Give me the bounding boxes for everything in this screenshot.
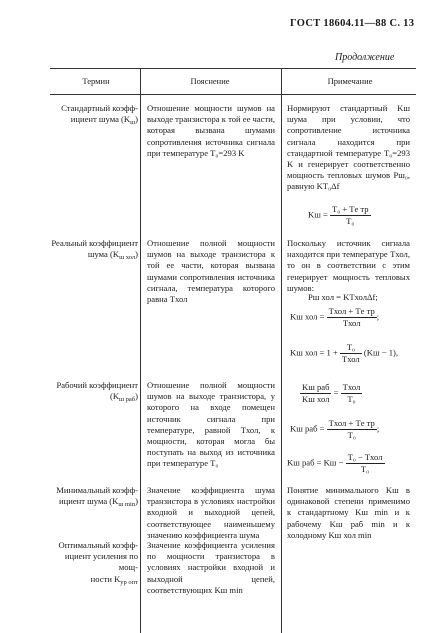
formula-k-ratio: $\frac{\text{Kш раб}}{\text{Kш хол}}$ = $\frac{\text{Tхол}}{\text{T₀}}$ — [302, 382, 361, 404]
term-minimal-noise-factor: Минимальный коэфф- ициент шума $(K_{ш min})$ — [56, 485, 138, 509]
col-header-term: Термин — [82, 76, 110, 86]
note-standard-noise-factor: Нормируют стандартный Kш шума при условии, что сопротивление источника сигнала находится при стандартной температуре T₀=293 K и генерирует соответственно мощность тепловых шумов Pш₀, равную KT₀Δf — [287, 103, 410, 192]
term-working-noise-factor: Рабочий коэффициент $(K_{ш раб})$ — [56, 380, 138, 404]
formula-k-working: Kш раб = $\frac{\text{Tхол + Tе тр}}{\text{T₀}}$ ; — [290, 418, 380, 440]
note-real-noise-factor: Поскольку источник сигнала находится при температуре Tхол, то он в соответствии с этим генерирует мощность тепловых шумов: — [287, 238, 410, 293]
note-minimal-noise-factor: Понятие минимального Kш в одинаковой степени применимо к стандартному Kш min и к рабочему Kш раб min и к холодному Kш хол min — [287, 485, 410, 540]
col-header-note: Примечание — [327, 76, 373, 86]
table-top-rule — [50, 68, 416, 69]
col-header-explanation: Пояснение — [190, 76, 230, 86]
term-optimal-power-gain: Оптимальный коэфф- ициент усиления по мощ- ности $K_{ур опт}$ — [58, 540, 138, 586]
table-head-rule — [50, 94, 416, 95]
formula-k-cold: Kш хол = $\frac{\text{Tхол + Tе тр}}{\text{Tхол}}$ ; — [290, 306, 380, 328]
formula-k-working-alt: Kш раб = Kш − $\frac{\text{T₀ − Tхол}}{\text{T₀}}$ — [287, 452, 383, 474]
gost-header: ГОСТ 18604.11—88 С. 13 — [290, 18, 415, 29]
term-standard-noise-factor: Стандартный коэфф- ициент шума $(K_ш)$ — [61, 103, 138, 127]
formula-k-cold-relation: Kш хол = 1 + $\frac{\text{T₀}}{\text{Tхол}}$ (Kш − 1), — [290, 342, 399, 364]
col-divider-2 — [281, 68, 282, 633]
formula-p-noise-cold: Pш хол = KTхолΔf; — [308, 292, 378, 302]
formula-k-standard: Kш = $\frac{\text{T₀ + Tе тр}}{\text{T₀}}$ — [308, 204, 369, 226]
explanation-real-noise-factor: Отношение полной мощности шумов на выходе транзистора к той ее части, которая вызвана шумами сопротивления источника сигнала, температура которого равна Tхол — [147, 238, 275, 305]
col-divider-1 — [140, 68, 141, 633]
term-real-noise-factor: Реальный коэффициент шума $(K_{ш хол})$ — [51, 238, 138, 262]
explanation-optimal-power-gain: Значение коэффициента усиления по мощности транзистора в условиях настройки входной и выходной цепей, соответствующих Kш min — [147, 540, 275, 595]
explanation-working-noise-factor: Отношение полной мощности шумов на выходе транзистора, у которого на входе помещен источник сигнала при температуре, равной Tхол, к мощности, которая могла бы поступать на выход из источника при температуре T₀ — [147, 380, 275, 469]
explanation-minimal-noise-factor: Значение коэффициента шума транзистора в условиях настройки входной и выходной цепей, соответствующее наименьшему значению коэффициента шума — [147, 485, 275, 540]
continuation-label: Продолжение — [335, 52, 395, 63]
explanation-standard-noise-factor: Отношение мощности шумов на выходе транзистора к той ее части, которая вызвана шумами сопротивления источника сигнала при температуре T₀=293 K — [147, 103, 276, 158]
